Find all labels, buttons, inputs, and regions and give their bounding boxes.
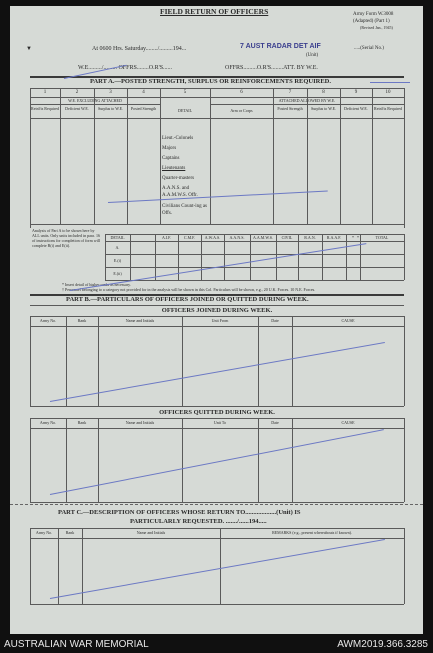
rule	[98, 418, 99, 502]
form-revised-note: (Revised Jan., 1945)	[360, 25, 393, 30]
analysis-note: Analysis of Part A to be shown here by ALL units. Only units included in para. 16 of instructions for completion of form will complete B(i) and E(ii).	[32, 228, 100, 248]
part-c-title: PART C.—DESCRIPTION OF OFFICERS WHOSE RETURN TO...................(Unit) IS	[58, 509, 301, 516]
analysis-col: R.A.N.	[304, 235, 316, 240]
col-header: Deficient W.E.	[65, 106, 89, 111]
rule	[30, 104, 160, 105]
rule	[30, 528, 404, 529]
rule	[30, 528, 31, 604]
rule	[30, 604, 404, 605]
col-header: Name and Initials	[125, 318, 155, 323]
quitted-title: OFFICERS QUITTED DURING WEEK.	[159, 409, 275, 416]
col-header: REMARKS (e.g., present whereabouts if known).	[272, 530, 352, 535]
rule	[404, 528, 405, 604]
rule	[224, 234, 225, 280]
rule	[404, 234, 405, 280]
army-form-number: Army Form W.3008	[353, 12, 394, 17]
rule	[182, 418, 183, 502]
analysis-col: A.A.M.W.S.	[253, 235, 273, 240]
col-header: Rein'fts Required	[31, 106, 59, 111]
rule	[105, 280, 404, 281]
pen-mark	[50, 539, 385, 599]
col-header: Date	[271, 318, 279, 323]
rule	[30, 538, 404, 539]
rule	[292, 316, 293, 406]
col-number: 9	[354, 90, 358, 95]
part-c-subtitle: PARTICULARLY REQUESTED. ......./......194.....	[130, 518, 267, 525]
rule	[210, 104, 404, 105]
rank-label: Captains	[162, 156, 180, 161]
analysis-col: A.I.F.	[161, 235, 172, 240]
analysis-col: TOTAL	[375, 235, 389, 240]
part-b-title: PART B.—PARTICULARS OF OFFICERS JOINED OR QUITTED DURING WEEK.	[66, 296, 309, 303]
time-line: At 0600 Hrs. Saturday......../.........194...	[92, 46, 187, 52]
rank-label: Lieutenants	[162, 166, 186, 171]
col-number: 4	[142, 90, 145, 95]
col-header: Army No.	[39, 318, 57, 323]
rule	[30, 326, 404, 327]
col-header: Surplus to W.E.	[97, 106, 124, 111]
col-header: Posted Strength	[277, 106, 303, 111]
rank-label: Lieut.-Colonels	[162, 136, 194, 141]
rule	[258, 418, 259, 502]
serial-label: .....(Serial No.)	[354, 46, 384, 51]
analysis-row: A.	[115, 245, 120, 250]
analysis-col: *	[352, 235, 354, 240]
rule	[250, 234, 251, 280]
col-number: 8	[322, 90, 325, 95]
rule	[30, 418, 31, 502]
arrow-marker: ▼	[26, 46, 32, 52]
col-header: CAUSE	[341, 420, 355, 425]
col-header: Rein'fts Required	[374, 106, 402, 111]
rule	[30, 418, 404, 419]
footnote: * Insert detail of higher ranks as necessary.	[62, 282, 131, 287]
rule	[155, 234, 156, 280]
cut-line	[10, 504, 423, 506]
col-header: Rank	[77, 318, 87, 323]
rule	[298, 234, 299, 280]
rule	[30, 406, 404, 407]
rule	[404, 88, 405, 228]
col-header: Date	[271, 420, 279, 425]
col-header: Posted Strength	[130, 106, 157, 111]
rule	[404, 316, 405, 406]
rank-label: Quarter-masters	[162, 176, 195, 181]
unit-label: (Unit)	[306, 53, 319, 58]
rule	[130, 234, 131, 280]
col-number: 1	[43, 90, 47, 95]
att-line: OFFRS.........O.R'S........ATT. BY W.E.	[225, 65, 318, 71]
accession-number: AWM2019.366.3285	[337, 639, 428, 650]
rule	[66, 418, 67, 502]
part-a-title: PART A.—POSTED STRENGTH, SURPLUS OR REINFORCEMENTS REQUIRED.	[90, 78, 331, 85]
analysis-col: R.A.A.F.	[326, 235, 342, 240]
col-header: Army No.	[35, 530, 53, 535]
analysis-row: E.(i)	[113, 258, 122, 263]
analysis-col: A.W.A.S.	[204, 235, 221, 240]
col-header: Name and Initials	[125, 420, 155, 425]
rule	[30, 428, 404, 429]
detail-header: DETAIL	[177, 108, 193, 113]
col-header: Unit From	[211, 318, 229, 323]
rule	[30, 305, 404, 306]
pen-mark	[108, 190, 328, 203]
col-header: Deficient W.E.	[344, 106, 368, 111]
rule	[30, 316, 404, 317]
we-line: W.E........./......... OFFRS........O.R'S......	[78, 65, 173, 71]
analysis-col: A.A.N.S.	[229, 235, 245, 240]
footnote: † Personnel belonging to a category not provided for in the analysis will be shown in this Col. Particulars will be shown, e.g., 20 U.K. Forces. 10 N.E. Forces.	[62, 287, 316, 292]
rule	[182, 316, 183, 406]
col-header: CAUSE	[341, 318, 355, 323]
pen-mark	[50, 429, 384, 495]
col-header: Name and Initials	[136, 530, 166, 535]
col-number: 6	[240, 90, 243, 95]
analysis-col: *	[357, 235, 359, 240]
rule	[30, 316, 31, 406]
analysis-col: DETAIL	[110, 235, 125, 240]
rule	[58, 528, 59, 604]
rule	[66, 316, 67, 406]
rank-label: A.A.N.S. and A.A.M.W.S. Offr.	[162, 186, 198, 198]
col-header: Rank	[65, 530, 75, 535]
rule	[30, 224, 404, 225]
rule	[258, 316, 259, 406]
pen-mark	[50, 342, 385, 402]
rule	[30, 502, 404, 503]
we-excluding-header: W.E. EXCLUDING ATTACHED	[68, 98, 122, 103]
rule	[292, 418, 293, 502]
attached-allowed-header: ATTACHED ALLOWED BY W.E.	[278, 98, 336, 103]
pen-mark	[370, 82, 410, 83]
form-sheet	[10, 6, 423, 634]
joined-title: OFFICERS JOINED DURING WEEK.	[161, 307, 273, 314]
col-number: 5	[183, 90, 187, 95]
rule	[346, 234, 347, 280]
rule	[220, 528, 221, 604]
col-number: 3	[109, 90, 112, 95]
rule	[30, 88, 404, 89]
col-number: 2	[75, 90, 79, 95]
col-header: Army No.	[39, 420, 57, 425]
form-adapted-note: (Adapted) (Part 1)	[353, 19, 390, 24]
rank-label: Civilians Count-ing as Offs.	[162, 204, 207, 216]
rule	[201, 234, 202, 280]
rule	[322, 234, 323, 280]
rule	[30, 118, 404, 119]
rule	[404, 418, 405, 502]
analysis-col: CIVIL	[281, 235, 293, 240]
col-header: Rank	[77, 420, 87, 425]
col-number: 7	[288, 90, 292, 95]
unit-stamp: 7 AUST RADAR DET AIF	[240, 43, 321, 50]
analysis-row: E.(ii)	[113, 271, 122, 276]
col-header: Arm or Corps	[230, 108, 253, 113]
institution-credit: AUSTRALIAN WAR MEMORIAL	[4, 639, 149, 650]
analysis-col: C.M.F.	[183, 235, 196, 240]
col-number: 10	[385, 90, 391, 95]
rule	[360, 234, 361, 280]
rank-label: Majors	[162, 146, 177, 151]
col-header: Unit To	[213, 420, 227, 425]
col-header: Surplus to W.E.	[310, 106, 337, 111]
form-title: FIELD RETURN OF OFFICERS	[160, 7, 269, 16]
